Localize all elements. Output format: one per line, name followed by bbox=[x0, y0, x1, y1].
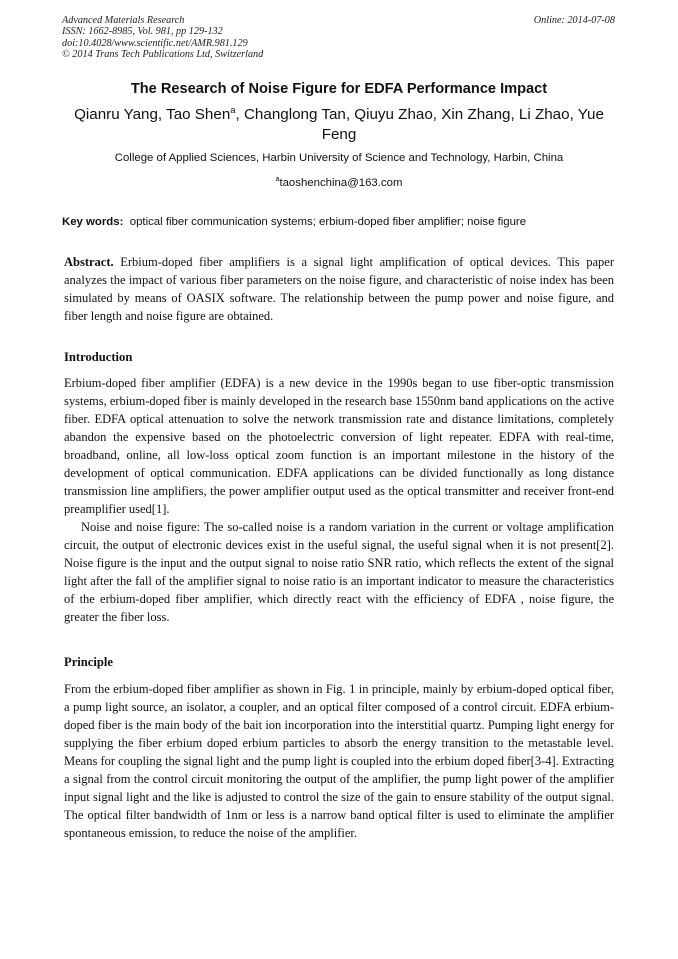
journal-name: Advanced Materials Research bbox=[62, 15, 185, 26]
author-superscript: a bbox=[230, 103, 236, 115]
introduction-heading: Introduction bbox=[64, 350, 133, 364]
abstract-label: Abstract. bbox=[64, 255, 114, 269]
author-first: Qianru Yang, Tao Shen bbox=[74, 106, 231, 123]
principle-heading: Principle bbox=[64, 655, 113, 669]
abstract-text: Erbium-doped fiber amplifiers is a signal light amplification of optical devices. This paper analyzes the impact of various fiber parameters on the noise figure, and characteristic of noise index has been simulated by means of OASIX software. The relationship between the pump power and noise figure, and fiber length and noise figure are obtained. bbox=[64, 255, 615, 323]
principle-paragraph-1: From the erbium-doped fiber amplifier as shown in Fig. 1 in principle, mainly by erbium-doped optical fiber, a pump light source, an isolator, a coupler, and an optical filter composed of a control circuit. EDFA erbium-doped fiber is the main body of the bait ion incorporation into the interstitial quartz. Pumping light energy for supplying the fiber erbium doped erbium particles to absorb the energy transition to the metastable level. Means for coupling the signal light and the pump light is coupled into the erbium doped fiber[3-4]. Extracting a signal from the control circuit monitoring the output of the amplifier, the pump light power of the amplifier input signal light and the like is adjusted to control the size of the gain to ensure stability of the output signal. The optical filter bandwidth of 1nm or less is a narrow band optical filter is used to eliminate the amplifier spontaneous emission, to reduce the noise of the amplifier. bbox=[64, 682, 614, 840]
author-email bbox=[0, 177, 678, 189]
principle-body bbox=[64, 680, 614, 842]
keywords-label: Key words: bbox=[62, 216, 124, 228]
doi-line: doi:10.4028/www.scientific.net/AMR.981.129 bbox=[62, 37, 248, 49]
affiliation: College of Applied Sciences, Harbin University of Science and Technology, Harbin, China bbox=[114, 152, 564, 164]
email-address[interactable]: taoshenchina@163.com bbox=[279, 177, 403, 189]
author-rest: , Changlong Tan, Qiuyu Zhao, Xin Zhang, Li Zhao, Yue Feng bbox=[235, 106, 604, 143]
email-superscript: a bbox=[275, 176, 280, 184]
keywords-text: optical fiber communication systems; erbium-doped fiber amplifier; noise figure bbox=[129, 216, 527, 228]
online-date: Online: 2014-07-08 bbox=[533, 15, 615, 26]
journal-header bbox=[62, 15, 263, 61]
keywords bbox=[62, 216, 526, 228]
introduction-paragraph-2: Noise and noise figure: The so-called noise is a random variation in the current or voltage amplification circuit, the output of electronic devices exist in the useful signal, the useful signal when it is not present[2]. Noise figure is the input and the output signal to noise ratio SNR ratio, which reflects the extent of the signal light after the fall of the amplifier signal to noise ratio is an important indicator to measure the characteristics of the erbium-doped fiber amplifier, which directly react with the efficiency of EDFA , noise figure, the greater the fiber loss. bbox=[64, 520, 614, 624]
paper-title: The Research of Noise Figure for EDFA Performance Impact bbox=[130, 81, 548, 97]
author-list bbox=[62, 105, 616, 145]
abstract bbox=[64, 253, 614, 325]
issn-line: ISSN: 1662-8985, Vol. 981, pp 129-132 bbox=[62, 26, 223, 38]
copyright-line: © 2014 Trans Tech Publications Ltd, Switzerland bbox=[62, 49, 264, 61]
introduction-paragraph-1: Erbium-doped fiber amplifier (EDFA) is a new device in the 1990s began to use fiber-optic transmission systems, erbium-doped fiber is mainly developed in the research base 1550nm band applications on the active fiber. EDFA optical attenuation to solve the network transmission rate and distance limitations, completely abandon the expensive based on the photoelectric conversion of light repeater. EDFA with real-time, broadband, online, all low-loss optical zoom function is an important milestone in the history of the development of optical communication. EDFA applications can be divided functionally as long distance transmission line amplifiers, the power amplifier output used as the optical transmitter and receiver front-end preamplifier used[1]. bbox=[64, 376, 614, 516]
introduction-body bbox=[64, 374, 614, 626]
